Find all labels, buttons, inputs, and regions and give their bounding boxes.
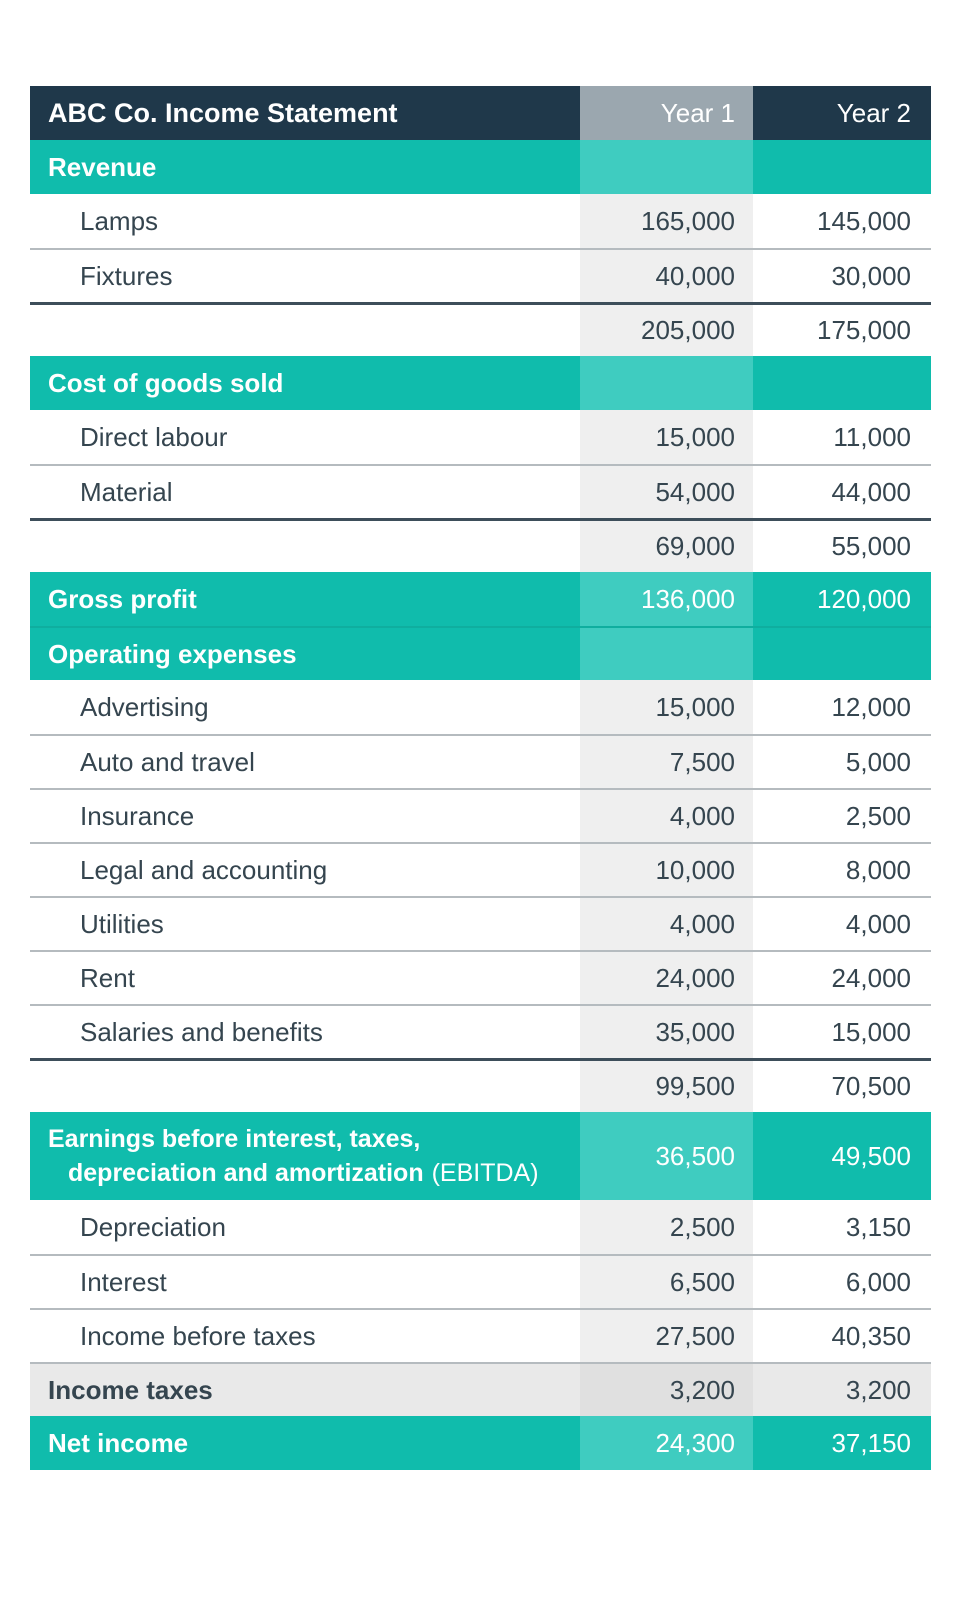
year2-value: 145,000 [817,205,911,236]
year2-value: 15,000 [831,1016,911,1047]
year2-value: 40,350 [831,1320,911,1351]
row-label [30,305,580,356]
row-label: Fixtures [80,260,173,291]
year2-value: 70,500 [831,1071,911,1101]
table-row [30,1416,931,1470]
year1-value: 15,000 [580,410,753,464]
table-row [30,950,931,1004]
column-header-year1: Year 1 [580,86,753,140]
year1-value: 24,300 [580,1416,753,1470]
table-row [30,680,931,734]
row-label: Legal and accounting [80,854,328,885]
table-row [30,842,931,896]
year2-value [753,140,931,194]
table-row [30,896,931,950]
year1-value: 99,500 [580,1061,753,1112]
row-label: Depreciation [80,1211,226,1242]
row-label: Net income [48,1427,189,1458]
year1-value: 40,000 [580,250,753,302]
year1-value: 35,000 [580,1006,753,1058]
table-row [30,1112,931,1200]
year1-value: 27,500 [580,1310,753,1362]
row-label: Cost of goods sold [48,367,284,398]
row-label [30,1061,580,1112]
year1-value: 2,500 [580,1200,753,1254]
table-title: ABC Co. Income Statement [48,97,398,128]
year2-value: 2,500 [845,800,911,831]
table-row [30,1058,931,1112]
year1-value [580,140,753,194]
year2-value: 11,000 [833,421,911,452]
year1-value: 205,000 [580,305,753,356]
year2-value: 12,000 [831,691,911,722]
column-header-year2: Year 2 [836,97,911,128]
table-row [30,626,931,680]
year1-value: 6,500 [580,1256,753,1308]
table-row [30,464,931,518]
year1-value: 36,500 [580,1112,753,1200]
year1-value: 165,000 [580,194,753,248]
income-statement-table [30,86,931,1470]
table-row [30,734,931,788]
table-row [30,1308,931,1362]
table-body [30,140,931,1470]
year2-value [753,356,931,410]
table-row [30,356,931,410]
year2-value: 55,000 [831,531,911,561]
year1-value: 15,000 [580,680,753,734]
year1-value: 7,500 [580,736,753,788]
year1-value: 10,000 [580,844,753,896]
year2-value: 24,000 [831,962,911,993]
row-label: Income taxes [48,1374,213,1405]
table-row [30,788,931,842]
year1-value: 69,000 [580,521,753,572]
year2-value: 120,000 [817,583,911,614]
year1-value: 4,000 [580,898,753,950]
year2-value: 30,000 [831,260,911,291]
row-label: Salaries and benefits [80,1016,323,1047]
row-label: Advertising [80,691,209,722]
table-row [30,302,931,356]
table-row [30,572,931,626]
table-row [30,1200,931,1254]
row-label-line1: Earnings before interest, taxes, [48,1125,421,1153]
table-row [30,140,931,194]
table-row [30,194,931,248]
row-label: Gross profit [48,583,197,614]
year2-value [753,628,931,680]
row-label: Direct labour [80,421,228,452]
year2-value: 175,000 [817,315,911,345]
year1-value: 3,200 [580,1364,753,1416]
year2-value: 6,000 [845,1266,911,1297]
row-label: Utilities [80,908,164,939]
row-label: Insurance [80,800,195,831]
year2-value: 3,150 [845,1211,911,1242]
table-row [30,1254,931,1308]
table-row [30,518,931,572]
row-label-abbreviation: (EBITDA) [431,1159,539,1187]
row-label: Operating expenses [48,638,297,669]
row-label: Interest [80,1266,167,1297]
year1-value: 54,000 [580,466,753,518]
year2-value: 4,000 [845,908,911,939]
table-row [30,1004,931,1058]
row-label: Revenue [48,151,157,182]
row-label [30,1112,580,1200]
table-row [30,1362,931,1416]
year1-value [580,356,753,410]
row-label: Material [80,476,173,507]
row-label: Income before taxes [80,1320,316,1351]
year1-value: 4,000 [580,790,753,842]
year1-value [580,628,753,680]
year2-value: 49,500 [831,1140,911,1171]
year2-value: 44,000 [831,476,911,507]
year2-value: 37,150 [831,1427,911,1458]
year1-value: 24,000 [580,952,753,1004]
year2-value: 3,200 [845,1374,911,1405]
row-label-line2-text: depreciation and amortization [68,1159,424,1187]
table-row [30,410,931,464]
table-row [30,248,931,302]
row-label: Auto and travel [80,746,255,777]
year1-value: 136,000 [580,572,753,626]
table-header-row [30,86,931,140]
row-label: Rent [80,962,135,993]
row-label: Lamps [80,205,159,236]
year2-value: 5,000 [845,746,911,777]
row-label [30,521,580,572]
row-label-line2 [48,1156,539,1190]
year2-value: 8,000 [845,854,911,885]
